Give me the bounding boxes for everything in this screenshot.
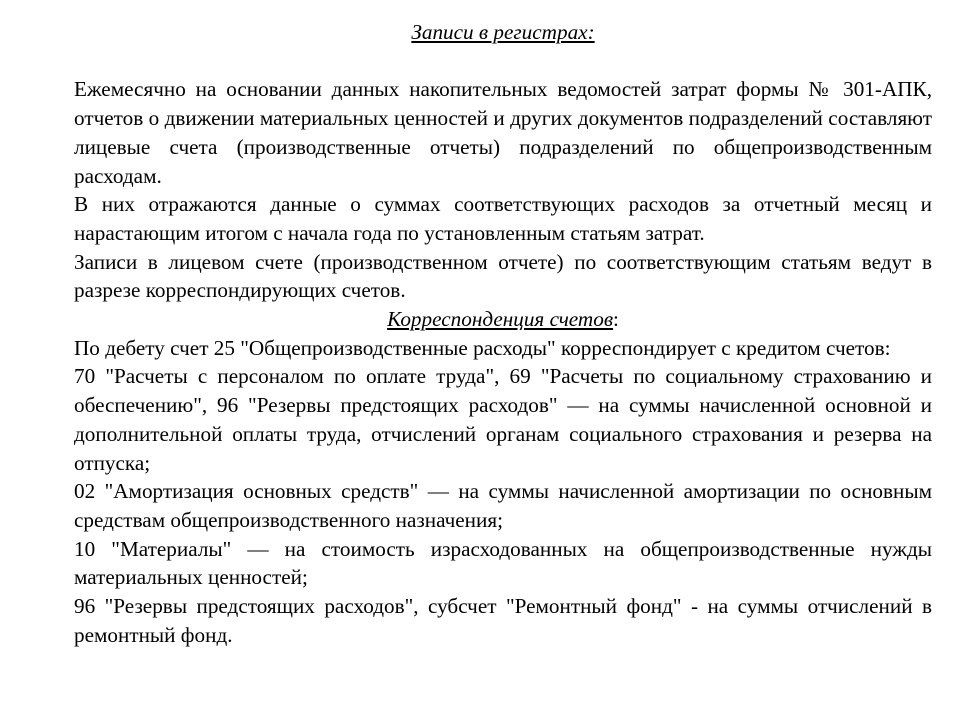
body-paragraph-5: 96 "Резервы предстоящих расходов", субсчет "Ремонтный фонд" - на суммы отчислений в ремонтный фонд. [74, 594, 932, 647]
section-heading: Записи в регистрах: [411, 20, 595, 44]
subheading: Корреспонденция счетов [387, 307, 614, 332]
intro-paragraph-3: Записи в лицевом счете (производственном отчете) по соответствующим статьям ведут в разрезе корреспондирующих счетов. [74, 249, 932, 303]
intro-paragraph-2: В них отражаются данные о суммах соответствующих расходов за отчетный месяц и нарастающим итогом с начала года по установленным статьям затрат. [74, 192, 932, 245]
intro-paragraph-1: Ежемесячно на основании данных накопительных ведомостей затрат формы № 301-АПК, отчетов о движении материальных ценностей и других документов подразделений составляют лицевые счета (производственные отчеты) подразделений по общепроизводственным расходам. [74, 77, 932, 188]
document-page [74, 18, 932, 649]
body-paragraph-4: 10 "Материалы" — на стоимость израсходованных на общепроизводственные нужды материальных ценностей; [74, 536, 932, 590]
body-paragraph-1: По дебету счет 25 "Общепроизводственные расходы" корреспондирует с кредитом счетов: [74, 335, 891, 360]
subheading-colon: : [613, 307, 619, 332]
body-paragraph-3: 02 "Амортизация основных средств" — на суммы начисленной амортизации по основным средствам общепроизводственного назначения; [74, 479, 932, 532]
spacer [74, 47, 932, 76]
body-paragraph-2: 70 "Расчеты с персоналом по оплате труда", 69 "Расчеты по социальному страхованию и обеспечению", 96 "Резервы предстоящих расходов" — на суммы начисленной основной и дополнительной оплаты труда, отчислений органам социального страхования и резерва на отпуска; [74, 364, 932, 475]
subheading-line [74, 305, 932, 334]
